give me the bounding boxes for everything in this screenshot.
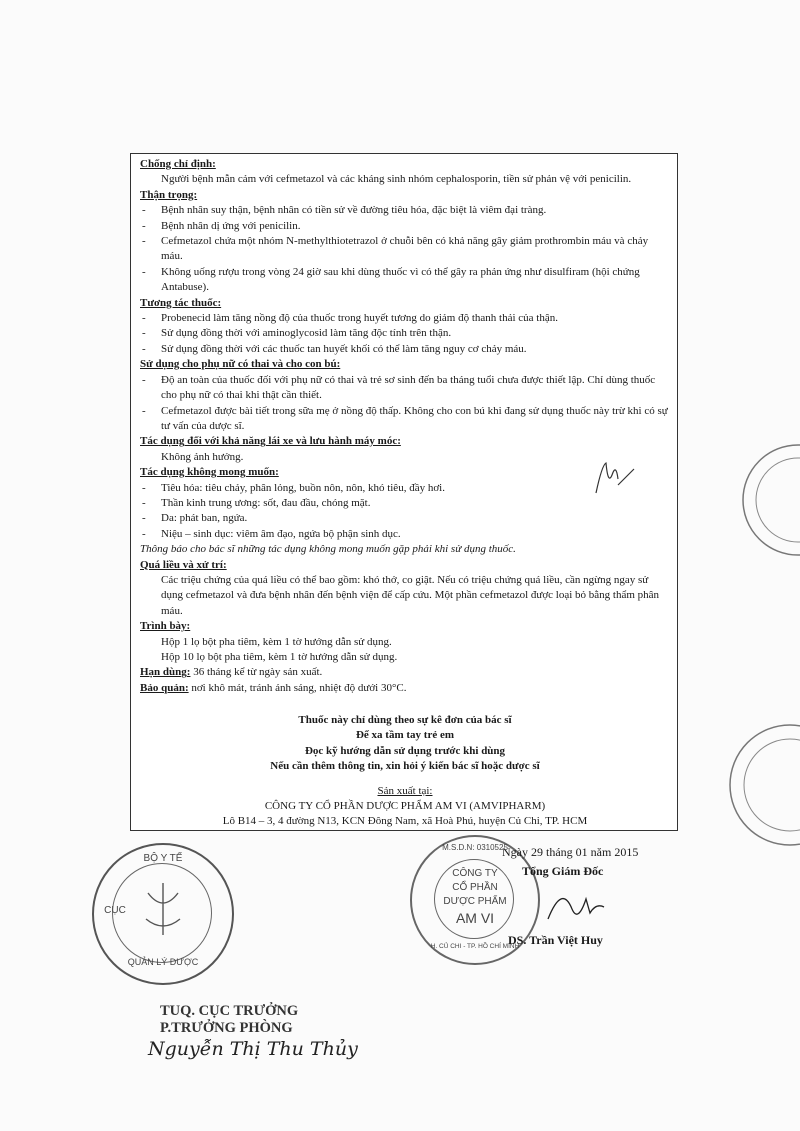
list-item: - Tiêu hóa: tiêu chảy, phân lỏng, buồn nôn, nôn, khó tiêu, đầy hơi. (140, 481, 670, 496)
section-overdose (140, 558, 670, 620)
list-item: - Niệu – sinh dục: viêm âm đạo, ngứa bộ phận sinh dục. (140, 527, 670, 542)
storage-label: Bảo quản: (140, 681, 189, 694)
manufacturer-block (140, 784, 670, 829)
section-text: Hộp 1 lọ bột pha tiêm, kèm 1 tờ hướng dẫn sử dụng. (161, 635, 392, 648)
section-text: Hộp 10 lọ bột pha tiêm, kèm 1 tờ hướng dẫn sử dụng. (161, 651, 398, 663)
company-seal-line: CỔ PHẦN (452, 882, 498, 893)
section-heading: Thận trọng: (140, 188, 198, 201)
list-item: - Da: phát ban, ngứa. (140, 511, 670, 526)
director-signature-icon (542, 879, 622, 929)
warning-block (140, 713, 670, 774)
section-text: Người bệnh mẫn cảm với cefmetazol và các kháng sinh nhóm cephalosporin, tiền sử phản vệ với penicilin. (161, 173, 632, 186)
signature-date: Ngày 29 tháng 01 năm 2015 (502, 845, 639, 859)
storage-line (140, 681, 670, 696)
warning-line: Thuốc này chỉ dùng theo sự kê đơn của bác sĩ (298, 714, 512, 727)
company-seal-line: AM VI (455, 910, 495, 926)
authority-seal (92, 843, 234, 985)
authority-title (160, 1003, 298, 1037)
warning-line: Nếu cần thêm thông tin, xin hỏi ý kiến bác sĩ hoặc dược sĩ (270, 759, 540, 772)
warning-line: Để xa tầm tay trẻ em (355, 729, 455, 742)
list-item: - Cefmetazol được bài tiết trong sữa mẹ ở nồng độ thấp. Không cho con bú khi đang sử dụng thuốc này trừ khi có sự tư vấn của dược sĩ. (140, 404, 670, 435)
edge-stamp-icon (700, 720, 800, 850)
company-seal-line: CÔNG TY (452, 868, 498, 879)
expiry-line (140, 665, 670, 680)
warning-line: Đọc kỹ hướng dẫn sử dụng trước khi dùng (304, 744, 506, 757)
company-seal-ring-bottom: H. CỦ CHI - TP. HỒ CHÍ MINH (430, 943, 520, 950)
section-heading: Trình bày: (140, 620, 191, 633)
company-seal-line: DƯỢC PHẨM (443, 896, 507, 907)
authority-signer: Nguyễn Thị Thu Thủy (148, 1038, 358, 1060)
section-precautions (140, 188, 670, 296)
manufacturer-address: Lô B14 – 3, 4 đường N13, KCN Đông Nam, xã Hoà Phú, huyện Củ Chi, TP. HCM (222, 815, 588, 828)
list-item: - Cefmetazol chứa một nhóm N-methylthiotetrazol ở chuỗi bên có khả năng gây giảm prothrombin máu và chảy máu. (140, 234, 670, 265)
authority-title-line: P.TRƯỞNG PHÒNG (160, 1020, 293, 1036)
expiry-label: Hạn dùng: (140, 666, 191, 679)
manufacturer-name: CÔNG TY CỔ PHẦN DƯỢC PHẨM AM VI (AMVIPHARM) (264, 800, 546, 813)
pen-mark-icon (588, 455, 638, 500)
list-item: - Sử dụng đồng thời với các thuốc tan huyết khối có thể làm tăng nguy cơ chảy máu. (140, 342, 670, 357)
section-heading: Tương tác thuốc: (140, 296, 222, 309)
section-interactions (140, 296, 670, 358)
list-item: - Bệnh nhân dị ứng với penicilin. (140, 219, 670, 234)
side-effects-note: Thông báo cho bác sĩ những tác dụng không mong muốn gặp phải khi sử dụng thuốc. (140, 543, 516, 556)
section-heading: Quá liều và xử trí: (140, 558, 227, 571)
edge-stamp-icon (728, 440, 800, 560)
section-heading: Chống chỉ định: (140, 158, 216, 170)
emblem-icon (134, 879, 192, 939)
authority-seal-left: CỤC (104, 905, 126, 916)
list-item: - Thần kinh trung ương: sốt, đau đầu, chóng mặt. (140, 496, 670, 511)
company-seal-ring-top: M.S.D.N: 0310525 (442, 843, 508, 852)
section-text: Không ảnh hưởng. (161, 450, 244, 463)
signature-name: DS. Trần Việt Huy (508, 933, 603, 947)
list-item: - Độ an toàn của thuốc đối với phụ nữ có thai và trẻ sơ sinh đến ba tháng tuổi chưa được thiết lập. Chỉ dùng thuốc cho phụ nữ có thai khi thật cần thiết. (140, 373, 670, 404)
list-item: - Bệnh nhân suy thận, bệnh nhân có tiền sử về đường tiêu hóa, đặc biệt là viêm đại tràng. (140, 203, 670, 218)
storage-text: nơi khô mát, tránh ánh sáng, nhiệt độ dưới 30°C. (188, 681, 407, 694)
expiry-text: 36 tháng kể từ ngày sản xuất. (190, 666, 323, 679)
section-contraindications (140, 157, 670, 188)
list-item: - Probenecid làm tăng nồng độ của thuốc trong huyết tương do giảm độ thanh thải của thận. (140, 311, 670, 326)
authority-seal-top: BỘ Y TẾ (143, 853, 183, 864)
list-item: - Sử dụng đồng thời với aminoglycosid làm tăng độc tính trên thận. (140, 326, 670, 341)
manufacturer-label: Sản xuất tại: (377, 785, 433, 798)
authority-title-line: TUQ. CỤC TRƯỞNG (160, 1003, 299, 1019)
section-pregnancy (140, 357, 670, 434)
section-heading: Tác dụng không mong muốn: (140, 466, 279, 479)
section-text: Các triệu chứng của quá liều có thể bao gồm: khó thở, co giật. Nếu có triệu chứng quá liều, cần ngừng ngay sử dụng cefmetazol và đưa bệnh nhân đến bệnh viện để cấp cứu. Một phần cefmetazol được loại bỏ bằng thẩm phân máu. (161, 573, 660, 617)
section-heading: Sử dụng cho phụ nữ có thai và cho con bú: (140, 358, 341, 371)
list-item: - Không uống rượu trong vòng 24 giờ sau khi dùng thuốc vì có thể gây ra phản ứng như disulfiram (hội chứng Antabuse). (140, 265, 670, 296)
section-presentation (140, 619, 670, 665)
authority-seal-bottom: QUẢN LÝ DƯỢC (127, 957, 199, 967)
section-heading: Tác dụng đối với khả năng lái xe và lưu hành máy móc: (140, 435, 401, 448)
signature-block (480, 845, 638, 948)
signature-role: Tổng Giám Đốc (522, 864, 604, 878)
